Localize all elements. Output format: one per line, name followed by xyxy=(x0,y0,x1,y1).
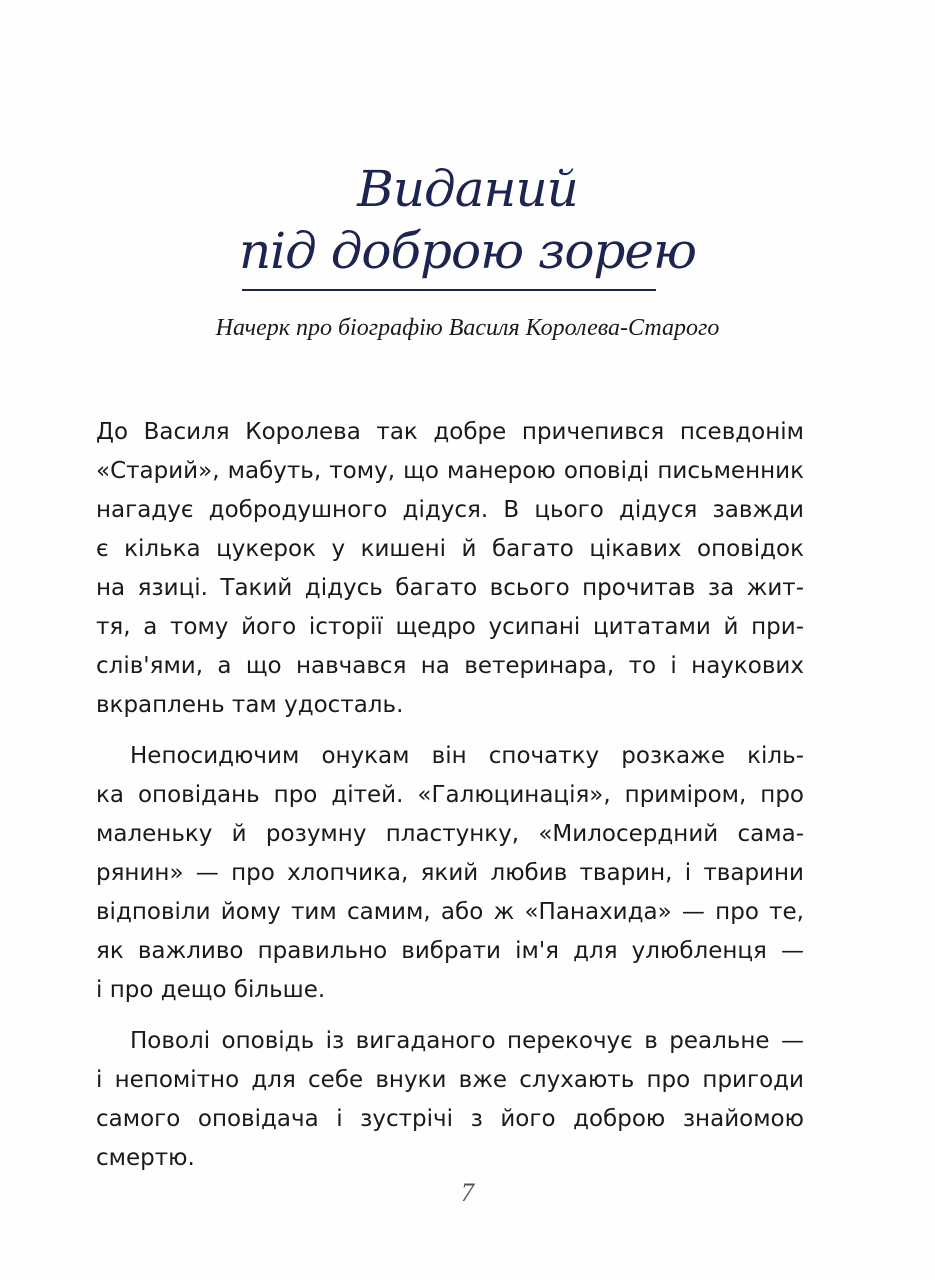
text-line: є кілька цукерок у кишені й багато цікавих оповідок xyxy=(96,536,804,562)
text-line: Поволі оповідь із вигаданого перекочує в реальне — xyxy=(130,1028,804,1054)
chapter-title-line-2: під доброю зорею xyxy=(238,222,697,280)
title-divider xyxy=(242,289,656,291)
text-line: нагадує добродушного дідуся. В цього дідуся завжди xyxy=(96,497,804,523)
text-line: і непомітно для себе внуки вже слухають про пригоди xyxy=(96,1067,804,1093)
text-line: «Старий», мабуть, тому, що манерою оповіді письменник xyxy=(96,458,804,484)
chapter-title-line-1: Виданий xyxy=(357,160,578,218)
text-line: ка оповідань про дітей. «Галюцинація», приміром, про xyxy=(96,782,804,808)
paragraph-3 xyxy=(96,1022,804,1178)
page-number: 7 xyxy=(461,1178,474,1207)
text-line: слів'ями, а що навчався на ветеринара, то і наукових xyxy=(96,653,804,679)
text-line: відповіли йому тим самим, або ж «Панахида» — про те, xyxy=(96,899,804,925)
text-line: і про дещо більше. xyxy=(96,977,326,1003)
text-line: маленьку й розумну пластунку, «Милосердний сама- xyxy=(96,821,804,847)
text-line: Непосидючим онукам він спочатку розкаже кіль- xyxy=(130,743,804,769)
text-line: як важливо правильно вибрати ім'я для улюбленця — xyxy=(96,938,804,964)
text-line: рянин» — про хлопчика, який любив тварин, і тварини xyxy=(96,860,804,886)
text-line: на язиці. Такий дідусь багато всього прочитав за жит- xyxy=(96,575,804,601)
chapter-subtitle: Начерк про біографію Василя Королева-Старого xyxy=(215,315,720,341)
text-line: смертю. xyxy=(96,1145,195,1171)
text-line: До Василя Королева так добре причепився псевдонім xyxy=(96,419,804,445)
text-line: тя, а тому його історії щедро усипані цитатами й при- xyxy=(96,614,804,640)
text-line: вкраплень там удосталь. xyxy=(96,692,404,718)
body-text xyxy=(96,413,804,1178)
paragraph-2 xyxy=(96,737,804,1010)
paragraph-1 xyxy=(96,413,804,725)
chapter-title xyxy=(0,158,935,282)
text-line: самого оповідача і зустрічі з його доброю знайомою xyxy=(96,1106,804,1132)
